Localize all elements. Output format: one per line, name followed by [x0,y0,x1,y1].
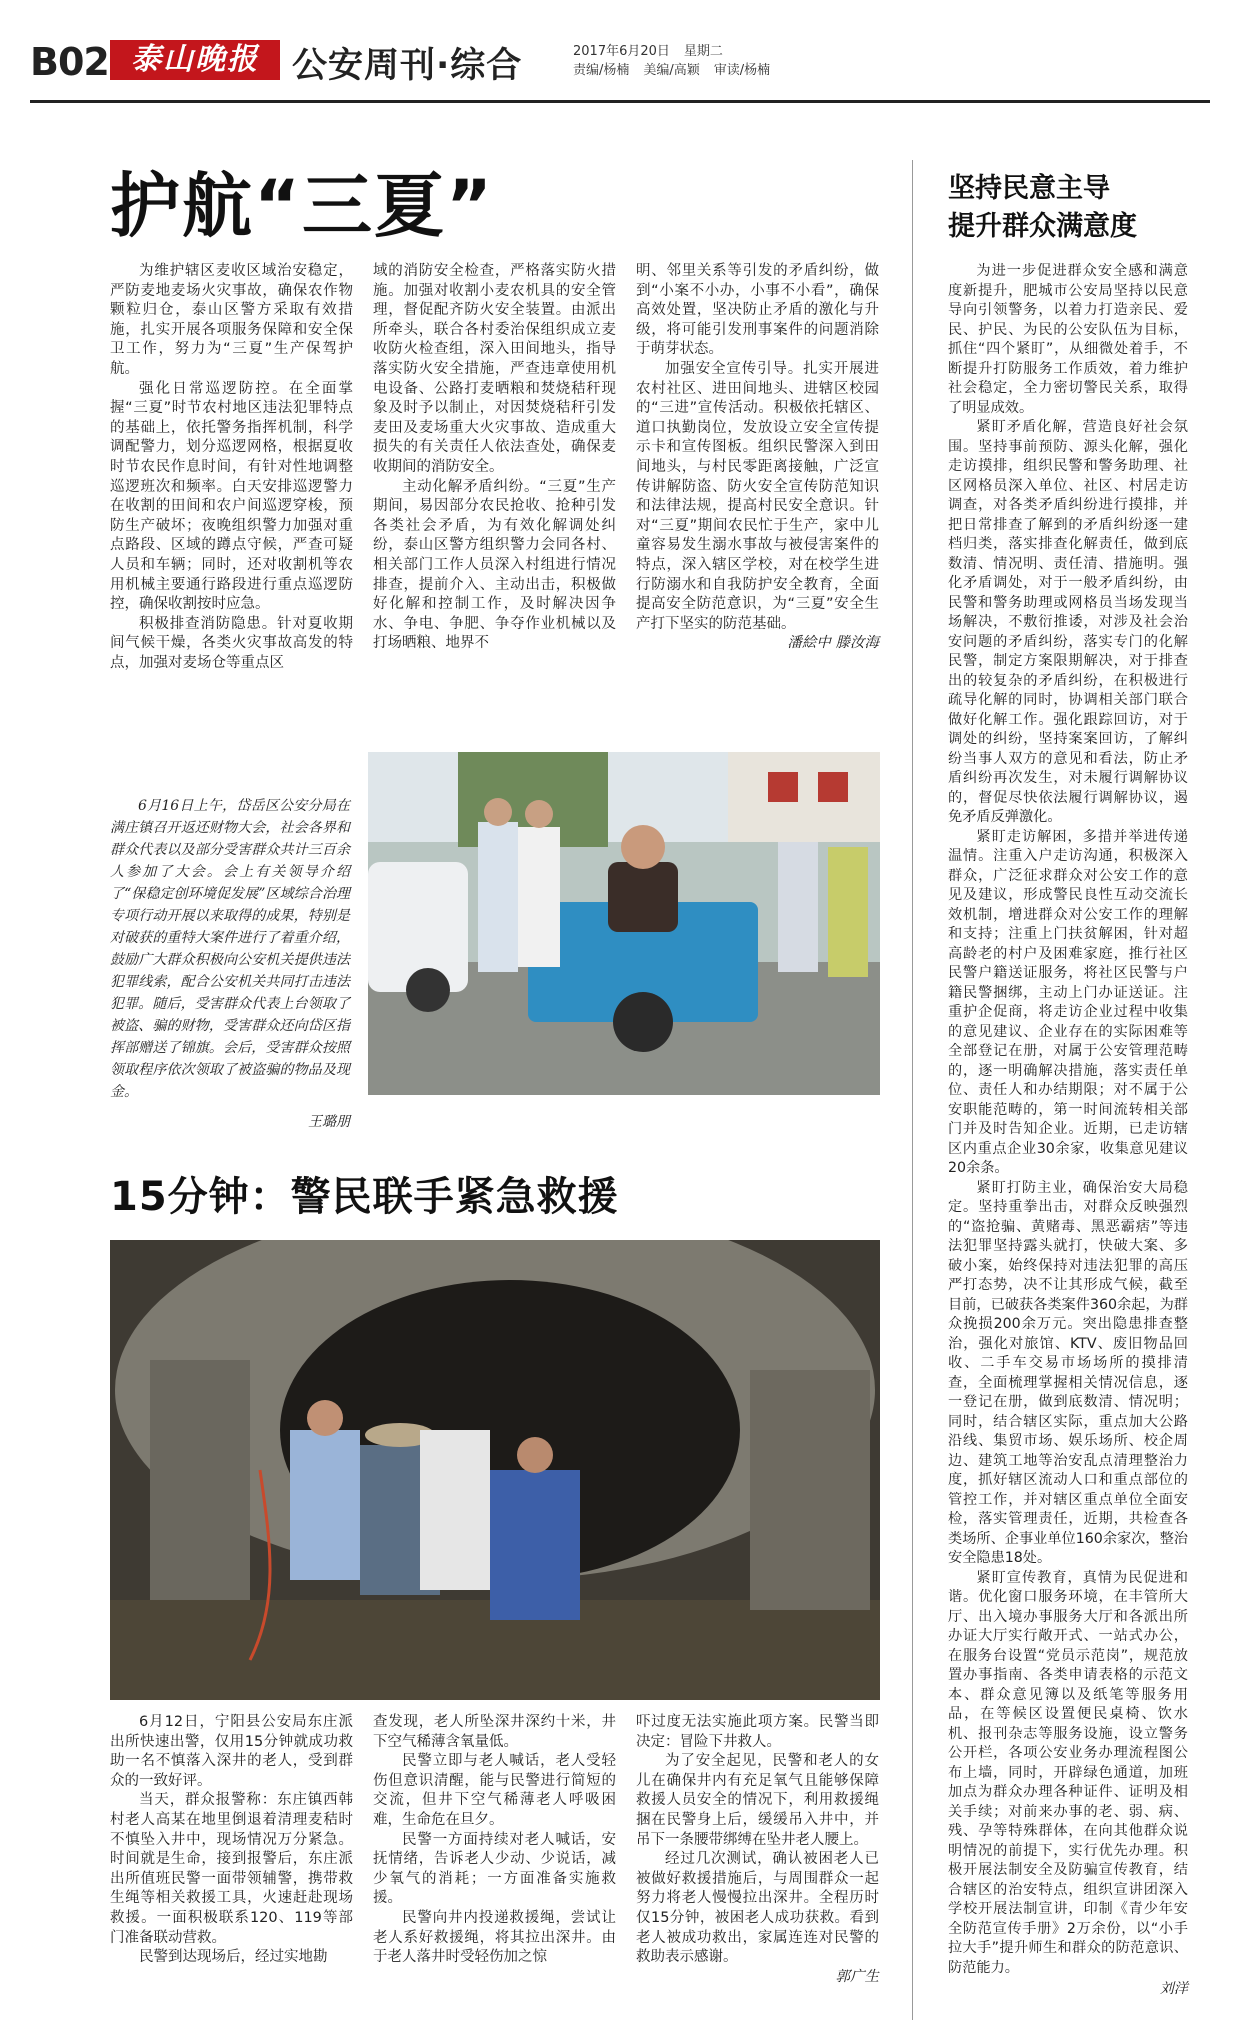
page-number: B02 [30,40,109,84]
paragraph: 加强安全宣传引导。扎实开展进农村社区、进田间地头、进辖区校园的“三进”宣传活动。积极依托辖区、道口执勤岗位，发放设立安全宣传提示卡和宣传图板。组织民警深入到田间地头，与村民零距离接触，广泛宣传讲解防盗、防火安全宣传防范知识和法律法规，提高村民安全意识。针对“三夏”期间农民忙于生产，家中儿童容易发生溺水事故与被侵害案件的特点，深入辖区学校，对在校学生进行防溺水和自我防护安全教育，全面提高安全防范意识，为“三夏”安全生产打下坚实的防范基础。 [636,360,879,632]
issue-meta [573,42,784,80]
paragraph: 民警到达现场后，经过实地勘 [139,1949,328,1966]
editor-credit: 责编/杨楠 [573,63,630,78]
byline: 潘絵中 滕汝海 [787,635,879,652]
ceremony-photo [368,752,880,1095]
newspaper-logo: 泰山晚报 [110,40,280,80]
rescue-article-col2 [373,1713,616,1968]
section-title: 公安周刊·综合 [292,46,523,86]
paragraph: 民警立即与老人喊话，老人受轻伤但意识清醒，能与民警进行简短的交流，但井下空气稀薄老人呼吸困难，生命危在旦夕。 [373,1753,616,1828]
rescue-article-col3 [636,1713,879,1987]
proof-credit: 审读/杨楠 [713,63,771,78]
side-headline-line1: 坚持民意主导 [948,173,1110,204]
page-header [30,40,1210,84]
rescue-headline: 15分钟：警民联手紧急救援 [110,1174,619,1220]
main-article-col1 [110,262,353,673]
header-rule [30,100,1210,103]
byline: 王璐朋 [308,1114,350,1130]
paragraph: 当天，群众报警称：东庄镇西韩村老人高某在地里倒退着清理麦秸时不慎坠入井中，现场情况万分紧急。时间就是生命，接到报警后，东庄派出所值班民警一面带领辅警，携带救生绳等相关救援工具，火速赶赴现场救援。一面积极联系120、119等部门准备联动营救。 [110,1792,353,1946]
main-headline: 护航“三夏” [110,165,495,247]
paragraph: 域的消防安全检查，严格落实防火措施。加强对收割小麦农机具的安全管理，督促配齐防火安全装置。由派出所牵头，联合各村委治保组织成立麦收防火检查组，深入田间地头，指导落实防火安全措施，严查违章使用机电设备、公路打麦晒粮和焚烧秸秆现象及时予以制止，对因焚烧秸秆引发麦田及麦场重大火灾事故、造成重大损失的有关责任人依法查处，确保麦收期间的消防安全。 [373,263,616,475]
byline: 刘洋 [1159,1981,1188,1997]
paragraph: 为维护辖区麦收区域治安稳定，严防麦地麦场火灾事故，确保农作物颗粒归仓，泰山区警方采取有效措施，扎实开展各项服务保障和安全保卫工作，努力为“三夏”生产保驾护航。 [110,263,353,377]
paragraph: 紧盯走访解困，多措并举进传递温情。注重入户走访沟通，积极深入群众，广泛征求群众对公安工作的意见及建议，形成警民良性互动交流长效机制，增进群众对公安工作的理解和支持；注重上门扶贫解困，针对超高龄老的村户及困难家庭，推行社区民警户籍送证服务，将社区民警与户籍民警捆绑，主动上门办证送证。注重护企促商，将走访企业过程中收集的意见建议、企业存在的实际困难等全部登记在册，对属于公安管理范畴的，逐一明确解决措施，落实责任单位、责任人和办结期限；对不属于公安职能范畴的，第一时间流转相关部门并及时告知企业。近期，已走访辖区内重点企业30余家，收集意见建议20余条。 [948,828,1188,1176]
paragraph: 查发现，老人所坠深井深约十米，井下空气稀薄含氧量低。 [373,1714,616,1750]
main-article-col3 [636,262,879,654]
paragraph: 吓过度无法实施此项方案。民警当即决定：冒险下井救人。 [636,1714,879,1750]
caption-text: 6月16日上午，岱岳区公安分局在满庄镇召开返还财物大会，社会各界和群众代表以及部分受害群众共计三百余人参加了大会。会上有关领导介绍了“保稳定创环境促发展”区域综合治理专项行动开展以来取得的成果，特别是对破获的重特大案件进行了着重介绍，鼓励广大群众积极向公安机关提供违法犯罪线索，配合公安机关共同打击违法犯罪。随后，受害群众代表上台领取了被盗、骗的财物，受害群众还向岱区指挥部赠送了锦旗。会后，受害群众按照领取程序依次领取了被盗骗的物品及现金。 [110,798,350,1100]
paragraph: 6月12日，宁阳县公安局东庄派出所快速出警，仅用15分钟就成功救助一名不慎落入深井的老人，受到群众的一致好评。 [110,1714,353,1789]
rescue-article-col1 [110,1713,353,1968]
paragraph: 为了安全起见，民警和老人的女儿在确保井内有充足氧气且能够保障救援人员安全的情况下，利用救援绳捆在民警身上后，缓缓吊入井中，并吊下一条腰带绑缚在坠井老人腰上。 [636,1753,879,1848]
side-headline [948,170,1137,246]
issue-weekday: 星期二 [683,44,723,59]
paragraph: 民警向井内投递救援绳，尝试让老人系好救援绳，将其拉出深井。由于老人落井时受轻伤加之惊 [373,1909,616,1966]
paragraph: 紧盯矛盾化解，营造良好社会氛围。坚持事前预防、源头化解，强化走访摸排，组织民警和警务助理、社区网格员深入单位、社区、村居走访调查，对各类矛盾纠纷进行摸排，并把日常排查了解到的矛盾纠纷逐一建档归类，落实排查化解责任，做到底数清、情况明、责任清、措施明。强化矛盾调处，对于一般矛盾纠纷，由民警和警务助理或网格员当场发现当场解决，不敷衍推诿，对涉及社会治安问题的矛盾纠纷，落实专门的化解民警，制定方案限期解决，对于排查出的较复杂的矛盾纠纷，在积极进行疏导化解的同时，协调相关部门联合做好化解工作。强化跟踪回访，对于调处的纠纷，坚持案案回访，了解纠纷当事人双方的意见和看法，防止矛盾纠纷再次发生，对未履行调解协议的，督促尽快依法履行调解协议，遏免矛盾反弹激化。 [948,419,1188,825]
paragraph: 经过几次测试，确认被困老人已被做好救援措施后，与周围群众一起努力将老人慢慢拉出深井。全程历时仅15分钟，被困老人成功获救。看到老人被成功救出，家属连连对民警的救助表示感谢。 [636,1851,879,1966]
designer-credit: 美编/高颖 [643,63,700,78]
column-divider [912,160,913,2020]
paragraph: 主动化解矛盾纠纷。“三夏”生产期间，易因部分农民抢收、抢种引发各类社会矛盾，为有效化解调处纠纷，泰山区警方组织警力会同各村、相关部门工作人员深入村组进行情况排查，提前介入、主动出击，积极做好化解和控制工作，及时解决因争水、争电、争肥、争夺作业机械以及打场晒粮、地界不 [373,478,616,652]
byline: 郭广生 [835,1968,879,1985]
photo-caption [110,795,350,1133]
ceremony-photo-image [368,752,880,1095]
side-headline-line2: 提升群众满意度 [948,211,1137,242]
paragraph: 为进一步促进群众安全感和满意度新提升，肥城市公安局坚持以民意导向引领警务，以着力打造亲民、爱民、护民、为民的公安队伍为目标，抓住“四个紧盯”，从细微处着手，不断提升打防服务工作质效，着力维护社会稳定，全力密切警民关系，取得了明显成效。 [948,263,1188,416]
rescue-photo [110,1240,880,1700]
rescue-photo-image [110,1240,880,1700]
paragraph: 明、邻里关系等引发的矛盾纠纷，做到“小案不小办，小事不小看”，确保高效处置，坚决防止矛盾的激化与升级，将可能引发刑事案件的问题消除于萌芽状态。 [636,263,879,358]
paragraph: 紧盯宣传教育，真情为民促进和谐。优化窗口服务环境，在丰管所大厅、出入境办事服务大厅和各派出所办证大厅实行敞开式、一站式办公，在服务台设置“党员示范岗”，规范放置办事指南、各类申请表格的示范文本、群众意见簿以及纸笔等服务用品，在等候区设置便民桌椅、饮水机、报刊杂志等服务设施，设立警务公开栏，各项公安业务办理流程图公布上墙，同时，开辟绿色通道，加班加点为群众办理各种证件、证明及相关手续；对前来办事的老、弱、病、残、孕等特殊群体，在向其他群众说明情况的前提下，实行优先办理。积极开展法制安全及防骗宣传教育，结合辖区的治安特点，组织宣讲团深入学校开展法制宣讲，印制《青少年安全防范宣传手册》2万余份，以“小手拉大手”提升师生和群众的防范意识、防范能力。 [948,1569,1188,1976]
issue-date: 2017年6月20日 [573,44,670,59]
paragraph: 强化日常巡逻防控。在全面掌握“三夏”时节农村地区违法犯罪特点的基础上，依托警务指挥机制，科学调配警力，划分巡逻网格，根据夏收时节农民作息时间，有针对性地调整巡逻班次和频率。白天安排巡逻警力在收割的田间和农户间巡逻穿梭，预防生产破坏；夜晚组织警力加强对重点路段、区域的蹲点守候，严查可疑人员和车辆；同时，还对收割机等农用机械主要通行路段进行重点巡逻防控，确保收割按时应急。 [110,380,353,613]
paragraph: 民警一方面持续对老人喊话，安抚情绪，告诉老人少动、少说话，减少氧气的消耗；一方面准备实施救援。 [373,1831,616,1907]
side-article-body [948,262,1188,2000]
paragraph: 紧盯打防主业，确保治安大局稳定。坚持重拳出击，对群众反映强烈的“盗抢骗、黄赌毒、黑恶霸痞”等违法犯罪坚持露头就打，快破大案、多破小案，始终保持对违法犯罪的高压严打态势，决不让其形成气候，截至目前，已破获各类案件360余起，为群众挽损200余万元。突出隐患排查整治，强化对旅馆、KTV、废旧物品回收、二手车交易市场场所的摸排清查，全面梳理掌握相关情况信息，逐一登记在册，做到底数清、情况明；同时，结合辖区实际，重点加大公路沿线、集贸市场、娱乐场所、校企周边、建筑工地等治安乱点清理整治力度，抓好辖区流动人口和重点部位的管控工作，并对辖区重点单位全面安检，落实管理责任，近期，共检查各类场所、企事业单位160余家次，整治安全隐患18处。 [948,1179,1188,1566]
paragraph: 积极排查消防隐患。针对夏收期间气候干燥，各类火灾事故高发的特点，加强对麦场仓等重点区 [110,615,353,671]
main-article-col2 [373,262,616,654]
